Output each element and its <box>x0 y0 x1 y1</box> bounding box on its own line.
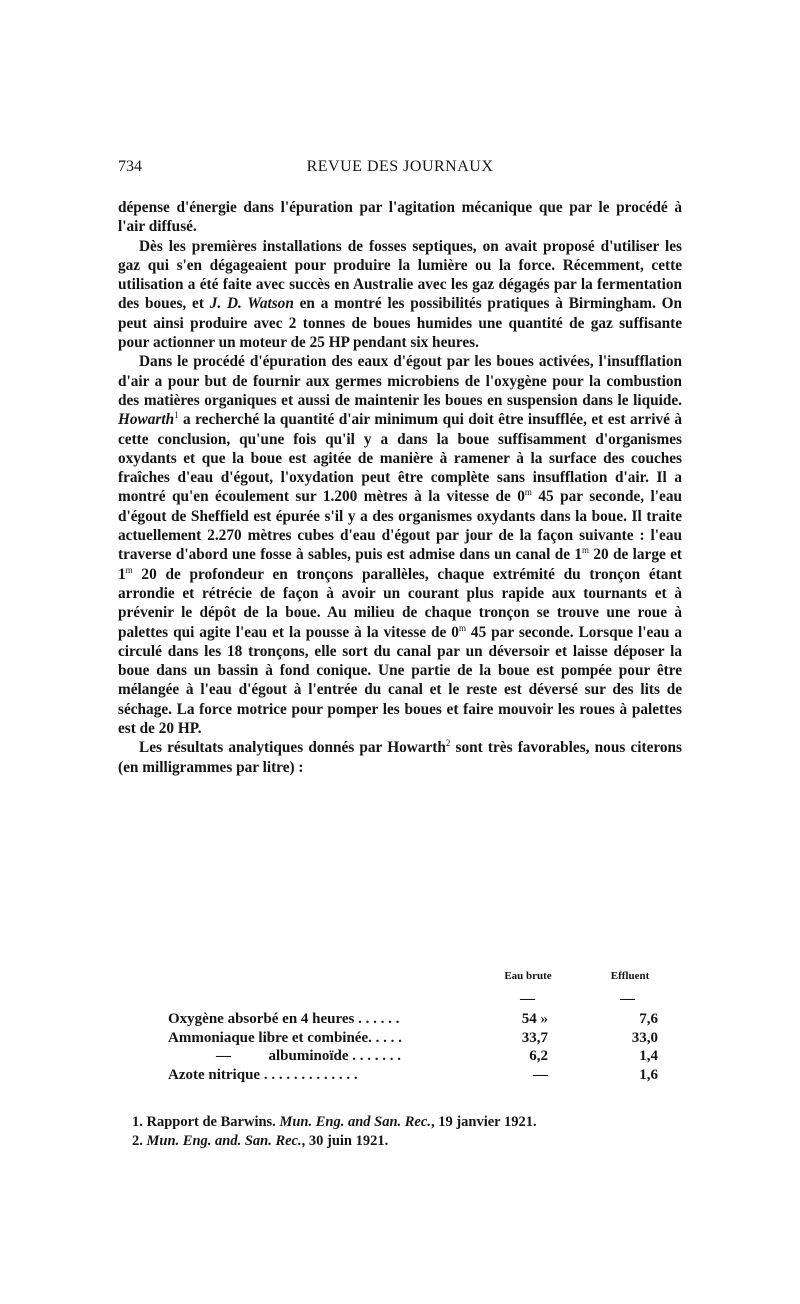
row-value-effluent: 1,4 <box>639 1048 658 1064</box>
journal-title: REVUE DES JOURNAUX <box>306 158 494 175</box>
author-name-watson: J. D. Watson <box>209 295 294 313</box>
row-value-raw: 6,2 <box>529 1048 548 1064</box>
paragraph-2 <box>118 237 682 353</box>
unit-superscript: m <box>458 622 466 633</box>
paragraph-3-text-e: 20 de profondeur en tronçons parallèles, chaque extrémité du tronçon étant arrondie et rétrécie de façon à avoir un courant plus rapide aux tournants et à prévenir le dépôt de la boue. Au milieu de chaque tronçon se trouve une roue à palettes qui agite l'eau et la pousse à la vitesse de 0 <box>118 565 682 641</box>
row-value-effluent: 7,6 <box>639 1011 658 1027</box>
footnote-ref-2: 2 <box>445 738 451 749</box>
table-row <box>168 1010 682 1029</box>
footnote-text: Rapport de Barwins. <box>142 1114 280 1130</box>
column-header-raw: Eau brute <box>504 970 552 982</box>
footnote-journal: Mun. Eng. and. San. Rec. <box>146 1133 302 1149</box>
row-label: Oxygène absorbé en 4 heures . . . . . . <box>168 1011 400 1027</box>
body-text <box>118 198 682 777</box>
row-value-raw: — <box>533 1066 548 1083</box>
footnote-number: 2. <box>132 1133 143 1149</box>
table-row <box>168 1029 682 1048</box>
row-value-effluent: 1,6 <box>639 1066 658 1083</box>
row-value-effluent: 33,0 <box>631 1029 658 1046</box>
unit-superscript: m <box>524 487 532 498</box>
paragraph-1: dépense d'énergie dans l'épuration par l'agitation mécanique que par le procédé à l'air diffusé. <box>118 199 682 236</box>
header-dash-row <box>168 991 682 1010</box>
row-label: Ammoniaque libre et combinée. . . . . <box>168 1029 402 1046</box>
paragraph-3-text-c: 45 par seconde, l'eau d'égout de Sheffield est épurée s'il y a des organismes oxydants dans la boue. Il traite actuellement 2.270 mètres cubes d'eau d'égout par jour de la façon suivante : l'eau traverse d'abord une fosse à sables, puis est admise dans un canal de 1 <box>118 488 682 564</box>
row-label: — albuminoïde . . . . . . . <box>216 1048 402 1064</box>
footnote-1 <box>132 1113 682 1132</box>
column-header-effluent: Effluent <box>610 970 650 982</box>
footnote-date: , 30 juin 1921. <box>301 1133 389 1149</box>
unit-superscript: m <box>125 564 133 575</box>
table-row <box>168 1047 682 1066</box>
header-dash: — <box>620 991 635 1007</box>
footnotes <box>132 1113 682 1151</box>
unit-superscript: m <box>582 545 590 556</box>
footnote-journal: Mun. Eng. and San. Rec. <box>279 1114 431 1130</box>
footnote-2 <box>132 1132 682 1151</box>
paragraph-2-text-a: Dès les premières installations de fosses septiques, on avait proposé d'utiliser les gaz qui s'en dégageaient pour produire la lumière ou la force. Récemment, cette utilisation a été faite avec succès en Australie avec les gaz dégagés par la fermentation des boues, et <box>118 237 682 313</box>
row-value-raw: 54 » <box>521 1011 548 1027</box>
row-label: Azote nitrique . . . . . . . . . . . . . <box>168 1066 358 1083</box>
paragraph-4-text-b: sont très favorables, nous citerons (en milligrammes par litre) : <box>118 739 682 776</box>
paragraph-3-text-f: 45 par seconde. Lorsque l'eau a circulé dans les 18 tronçons, elle sort du canal par un déversoir et laisse déposer la boue dans un bassin à fond conique. Une partie de la boue est pompée pour être mélangée à l'eau d'égout à l'entrée du canal et le reste est déversé sur des lits de séchage. La force motrice pour pomper les boues et faire mouvoir les roues à palettes est de 20 HP. <box>118 623 682 738</box>
row-value-raw: 33,7 <box>521 1029 548 1046</box>
footnote-number: 1. <box>132 1114 143 1130</box>
paragraph-3-text-b: a recherché la quantité d'air minimum qui doit être insufflée, et est arrivé à cette conclusion, qu'une fois qu'il y a dans la boue suffisamment d'organismes oxydants et que la boue est agitée de manière à ramener à la surface des couches fraîches d'eau d'égout, l'oxydation peut être complète sans insufflation d'air. Il a montré qu'en écoulement sur 1.200 mètres à la vitesse de 0 <box>118 411 682 506</box>
paragraph-3-text-a: Dans le procédé d'épuration des eaux d'égout par les boues activées, l'insufflation d'air a pour but de fournir aux germes microbiens de l'oxygène pour la combustion des matières organiques et aussi de maintenir les boues en suspension dans le liquide. <box>118 353 682 409</box>
footnote-ref-1: 1 <box>174 410 179 421</box>
header-dash: — <box>520 991 535 1007</box>
paragraph-4-text-a: Les résultats analytiques donnés par Howarth <box>139 739 446 757</box>
table-row <box>168 1066 682 1085</box>
table-header-row <box>168 970 682 994</box>
paragraph-3 <box>118 352 682 738</box>
paragraph-3-text-d: 20 de large et 1 <box>118 546 682 583</box>
paragraph-4 <box>118 738 682 777</box>
results-table <box>168 970 682 1084</box>
page-number: 734 <box>118 158 142 175</box>
author-name-howarth: Howarth <box>118 411 175 429</box>
footnote-date: , 19 janvier 1921. <box>430 1114 537 1130</box>
running-head <box>118 158 682 178</box>
paragraph-2-text-b: en a montré les possibilités pratiques à Birmingham. On peut ainsi produire avec 2 tonnes de boues humides une quantité de gaz suffisante pour actionner un moteur de 25 HP pendant six heures. <box>118 295 682 352</box>
